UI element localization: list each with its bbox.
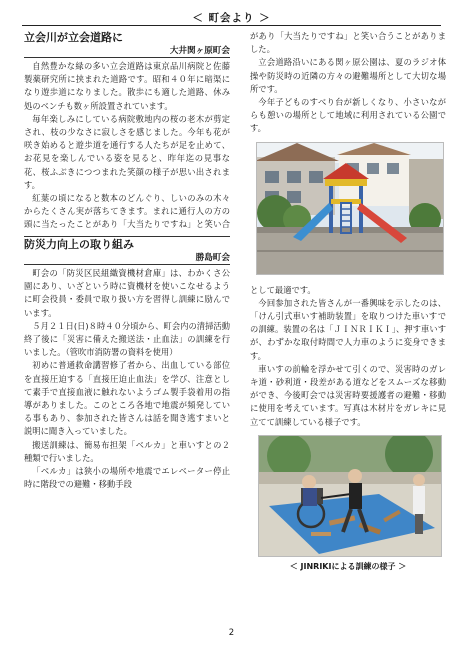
page-number: 2 xyxy=(228,628,235,638)
article2-paragraph: 町会の「防災区民組織資機材倉庫」は、わかくさ公園にあり、いざという時に資機材を使いこなせるように町会役員・委員で取り扱い方を習得し訓練に励んでいます。 xyxy=(24,268,230,318)
playground-photo xyxy=(256,142,444,275)
article2-paragraph: 「ベルカ」は狭小の場所や地震でエレベーター停止時に階段での避難・移動手段 xyxy=(24,466,230,490)
playground-illustration xyxy=(257,143,443,274)
header-rule xyxy=(22,25,441,26)
article1-paragraph: 立会道路沿いにある関ヶ原公園は、夏のラジオ体操や防災時の近隣の方々の避難場所として大切な場所です。 xyxy=(250,57,446,94)
article2-paragraph: ５月２１日(日)８時４０分頃から、町会内の清掃活動終了後に「災害に備えた搬送法・止血法」の訓練を行いました。（管吹市消防署の資料を使用） xyxy=(24,320,230,358)
article1-continuation: があり「大当たりですね」と笑い合うことがありました。 xyxy=(250,31,446,55)
article2-continuation: として最適です。 xyxy=(250,284,316,295)
article2-heading xyxy=(24,236,230,265)
article1-paragraph: 毎年楽しみにしている病院敷地内の桜の老木が剪定され、枝の少なさに寂しさを感じました。今年も花が咲き始めると遊歩道を通行する人たちが足を止めて、お花見を楽しんでいる姿を見ると、昨年迄の見事な花、桜ふぶきにつつまれた笑顔の様子が思い出されます。 xyxy=(24,113,230,190)
article1-paragraph: 今年子どものすべり台が新しくなり、小さいながらも憩いの場所として地域に利用されている公園です。 xyxy=(250,97,446,134)
training-photo xyxy=(258,435,442,557)
section-header: ＜ 町会より ＞ xyxy=(192,12,271,24)
training-photo-caption: ＜ JINRIKIによる訓練の様子 ＞ xyxy=(289,561,407,571)
right-column xyxy=(250,30,446,572)
article2-paragraph: 初めに普通救命講習修了者から、出血している部位を直接圧迫する「直接圧迫止血法」を学び、注意として素手で直接血液に触れないようゴム製手袋着用の指導がありました。このところ各地で地震が頻発している事もあり、参加された皆さんは話を聞き逃すまいと説明に聞き入っていました。 xyxy=(24,360,230,437)
article1-paragraph: 自然豊かな緑の多い立会道路は東京品川病院と佐藤製薬研究所に挟まれた道路です。昭和４０年に暗渠になり遊歩道になりました。散歩にも適した道路、休み処のベンチも数ヶ所設置されています。 xyxy=(24,61,230,111)
article1-author: 大井関ヶ原町会 xyxy=(169,46,230,56)
article1-heading xyxy=(24,30,230,58)
article2-paragraph: 今回参加された皆さんが一番興味を示したのは、「けん引式車いす補助装置」を取りつけた車いすでの訓練。装置の名は「ＪＩＮＲＩＫＩ」、押す車いすが、わずかな取付時間で人力車のように変身できます。 xyxy=(250,297,446,361)
article1-paragraph: 紅葉の頃になると数本のどんぐり、しいのみの木々からたくさん実が落ちてきます。まれに通行人の方の頭に当たったことがあり「大当たりですね」と笑い合 xyxy=(24,193,230,230)
article1-title: 立会川が立会道路に xyxy=(24,31,123,44)
article2-paragraph: 車いすの前輪を浮かせて引くので、災害時のガレキ道・砂利道・段差がある道などをスムーズな移動ができ、今後町会では災害時要援護者の避難・移動に使用を考えています。写真は木材片をガレキに見立てて訓練している様子です。 xyxy=(250,363,446,427)
left-column xyxy=(24,30,230,491)
article2-paragraph: 搬送訓練は、簡易布担架「ベルカ」と車いすとの２種類で行いました。 xyxy=(24,439,230,463)
training-illustration xyxy=(259,436,441,556)
article2-title: 防災力向上の取り組み xyxy=(24,238,134,252)
article2-author: 勝島町会 xyxy=(195,253,230,264)
